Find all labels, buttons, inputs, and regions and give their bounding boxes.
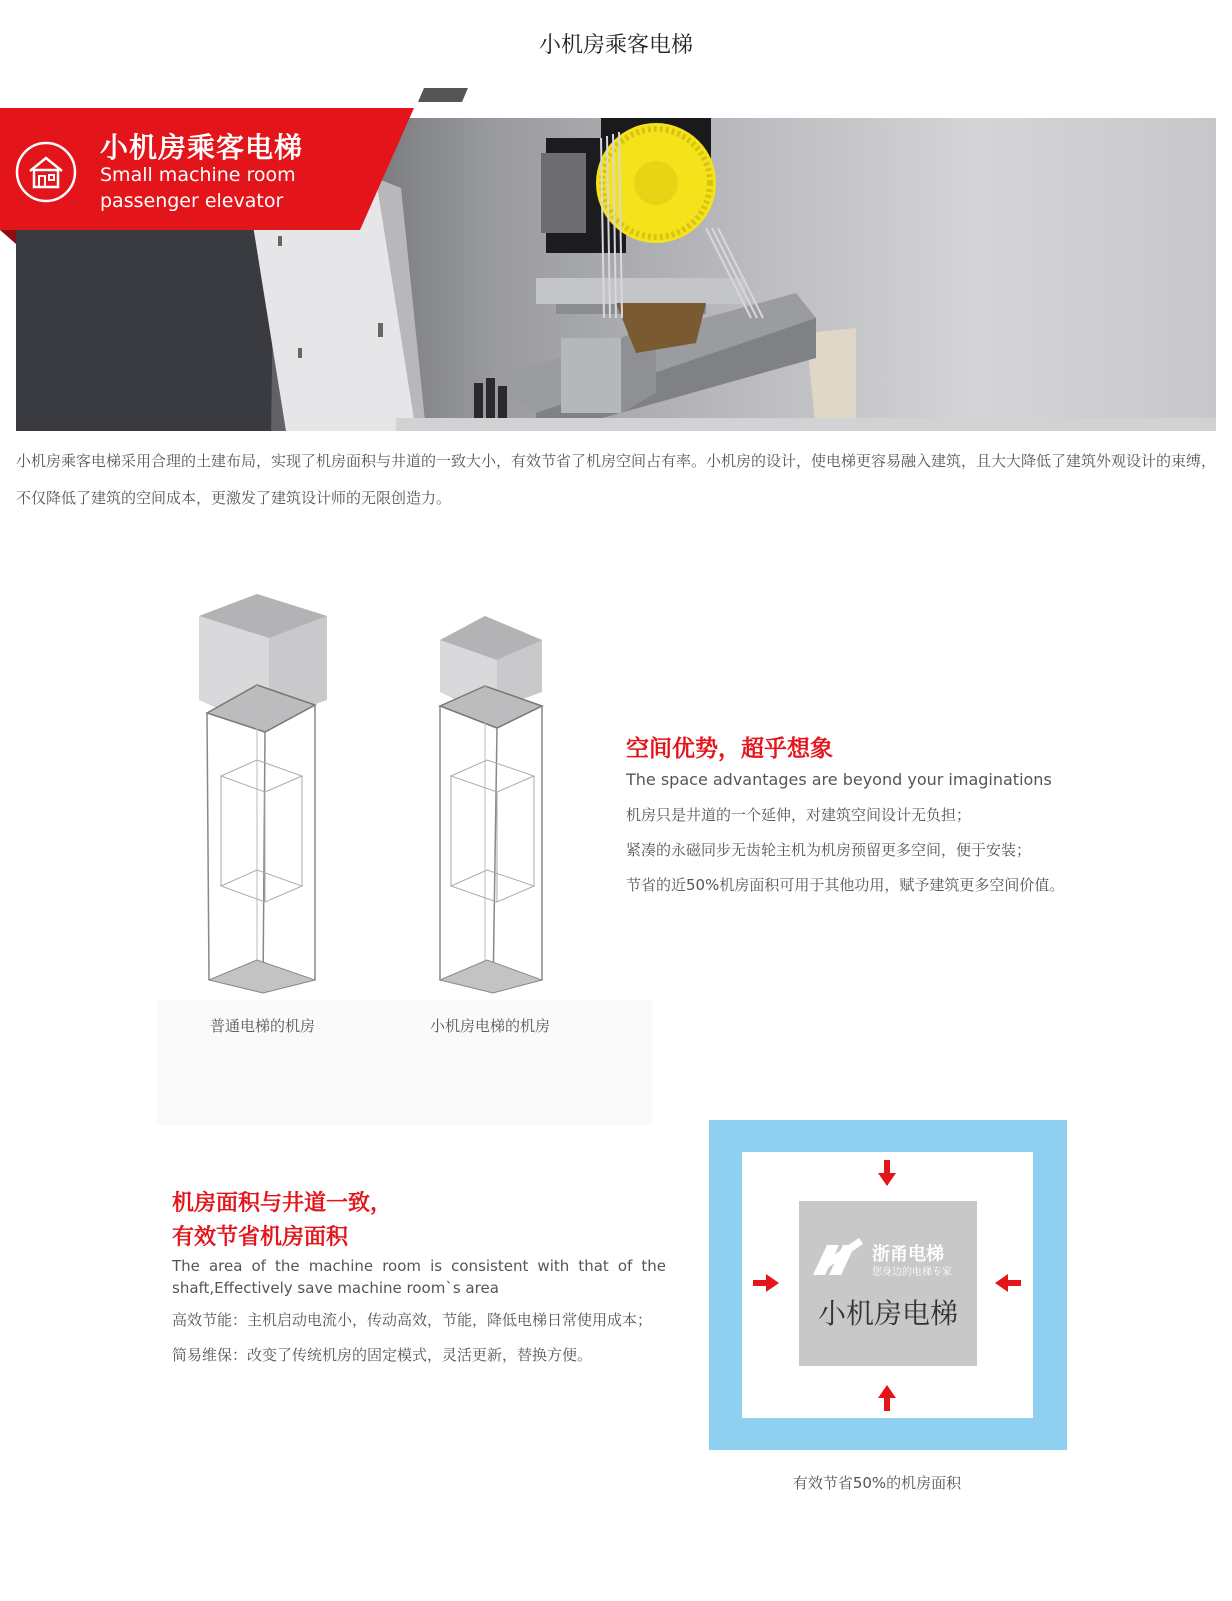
space-advantage-line: 紧凑的永磁同步无齿轮主机为机房预留更多空间，便于安装； [626,841,1032,859]
caption-small-machine-room: 小机房电梯的机房 [430,1017,551,1035]
decor-slash [418,88,470,102]
area-saving-diagram [709,1120,1067,1454]
shaft-comparison-illustration [157,580,652,1125]
space-advantage-line: 机房只是井道的一个延伸，对建筑空间设计无负担； [626,806,972,824]
area-heading-line2: 有效节省机房面积 [172,1225,349,1250]
badge-subtitle-line1: Small machine room [100,164,296,186]
brand-slogan: 您身边的电梯专家 [872,1267,952,1278]
center-label: 小机房电梯 [817,1297,958,1330]
brand-name: 浙甬电梯 [872,1244,944,1265]
badge-title: 小机房乘客电梯 [100,131,304,164]
caption-normal-machine-room: 普通电梯的机房 [210,1017,316,1035]
space-advantage-subheading: The space advantages are beyond your imaginations [626,770,1052,789]
area-benefit-line: 简易维保：改变了传统机房的固定模式，灵活更新，替换方便。 [172,1346,593,1364]
space-advantage-heading: 空间优势，超乎想象 [626,736,833,762]
machine-room-comparison-diagram [157,580,652,1125]
space-advantage-line: 节省的近50%机房面积可用于其他功用，赋予建筑更多空间价值。 [626,876,1065,894]
area-saving-caption: 有效节省50%的机房面积 [792,1474,962,1492]
area-saving-illustration [709,1120,1067,1450]
badge-subtitle-line2: passenger elevator [100,190,284,212]
area-subheading: The area of the machine room is consistent with that of the shaft,Effectively save machine room`s area [172,1257,666,1297]
intro-paragraph: 小机房乘客电梯采用合理的土建布局，实现了机房面积与井道的一致大小，有效节省了机房空间占有率。小机房的设计，使电梯更容易融入建筑，且大大降低了建筑外观设计的束缚，不仅降低了建筑的空间成本，更激发了建筑设计师的无限创造力。 [16,452,1217,507]
area-benefit-line: 高效节能：主机启动电流小，传动高效，节能，降低电梯日常使用成本； [172,1311,653,1329]
area-heading-line1: 机房面积与井道一致， [172,1191,393,1216]
house-icon [14,140,78,204]
page-title: 小机房乘客电梯 [538,33,693,58]
